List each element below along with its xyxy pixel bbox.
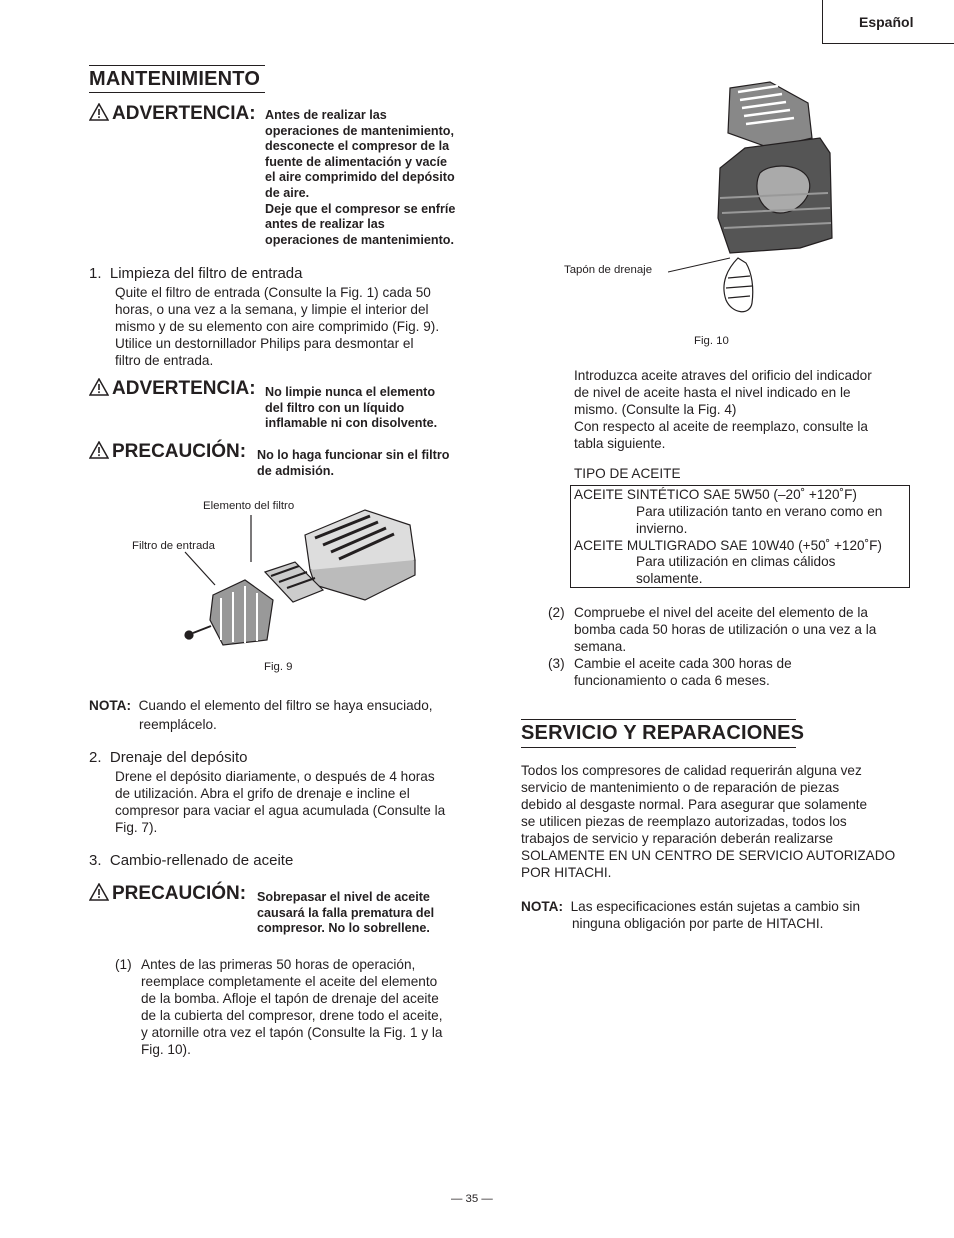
heading-rule — [89, 92, 265, 93]
warning-2-text: No limpie nunca el elemento del filtro con un líquido inflamable ni con disolvente. — [265, 385, 438, 431]
fig9-label-filter: Filtro de entrada — [132, 540, 215, 552]
heading-rule — [521, 747, 796, 748]
fig9-label-element: Elemento del filtro — [203, 500, 295, 512]
oil-table-heading: TIPO DE ACEITE — [574, 466, 681, 481]
fig10-compressor-illustration — [690, 78, 840, 328]
oil-type-1: ACEITE SINTÉTICO SAE 5W50 (–20˚ +120˚F) — [574, 487, 857, 502]
sub-2-text: Compruebe el nivel del aceite del elemento de la bomba cada 50 horas de utilización o una vez a la semana. — [574, 605, 877, 654]
warning-1-text: Antes de realizar las operaciones de mantenimiento, desconecte el compresor de la fuente de alimentación y vacíe el aire comprimido del depósito de aire. Deje que el compresor se enfríe antes de realizar las operaciones de mantenimiento. — [265, 108, 456, 247]
sub-3-num: (3) — [548, 656, 565, 671]
fig9-filter-illustration — [175, 490, 425, 650]
item-3-heading: 3. Cambio-rellenado de aceite — [89, 852, 294, 869]
note-1-cont: reemplácelo. — [139, 717, 217, 732]
language-tab — [822, 0, 954, 44]
heading-rule — [521, 719, 796, 720]
oil-intro-text: Introduzca aceite atraves del orificio del indicador de nivel de aceite hasta el nivel indicado en le mismo. (Consulte la Fig. 4) Con respecto al aceite de reemplazo, consulte la tabla siguiente. — [574, 368, 872, 451]
fig10-leader-line — [668, 256, 738, 280]
caution-2-text: Sobrepasar el nivel de aceite causará la falla prematura del compresor. No lo sobrellene. — [257, 890, 435, 936]
heading-rule — [89, 65, 265, 66]
language-label: Español — [859, 14, 914, 30]
note-2: NOTA: Las especificaciones están sujetas a cambio sin — [521, 899, 860, 914]
oil-use-2: Para utilización en climas cálidos solamente. — [636, 554, 836, 586]
fig10-label-drain: Tapón de drenaje — [564, 264, 653, 276]
maintenance-heading: MANTENIMIENTO — [89, 68, 261, 90]
service-text: Todos los compresores de calidad requerirán alguna vez servicio de mantenimiento o de reparación de piezas debido al desgaste normal. Para asegurar que solamente se utilicen piezas de reemplazo autorizadas, todos los trabajos de servicio y reparación deberán realizarse SOLAMENTE EN UN CENTRO DE SERVICIO AUTORIZADO POR HITACHI. — [521, 763, 896, 880]
warning-triangle-icon — [89, 103, 109, 121]
caution-1-label: PRECAUCIÓN: — [89, 441, 246, 463]
warning-1-label: ADVERTENCIA: — [89, 103, 256, 125]
note-1: NOTA: Cuando el elemento del filtro se haya ensuciado, — [89, 698, 433, 713]
oil-type-2: ACEITE MULTIGRADO SAE 10W40 (+50˚ +120˚F) — [574, 538, 882, 553]
item-1-heading: 1. Limpieza del filtro de entrada — [89, 265, 303, 282]
fig9-caption: Fig. 9 — [264, 661, 293, 673]
fig10-caption: Fig. 10 — [694, 335, 729, 347]
sub-3-text: Cambie el aceite cada 300 horas de funcionamiento o cada 6 meses. — [574, 656, 792, 688]
caution-2-label: PRECAUCIÓN: — [89, 883, 246, 905]
note-2-cont: ninguna obligación por parte de HITACHI. — [572, 916, 824, 931]
sub-1-num: (1) — [115, 957, 132, 972]
page-number: — 35 — — [451, 1193, 493, 1205]
sub-2-num: (2) — [548, 605, 565, 620]
warning-triangle-icon — [89, 378, 109, 396]
warning-triangle-icon — [89, 441, 109, 459]
item-2-text: Drene el depósito diariamente, o después de 4 horas de utilización. Abra el grifo de drenaje e incline el compresor para vaciar el agua acumulada (Consulte la Fig. 7). — [115, 769, 446, 835]
service-heading: SERVICIO Y REPARACIONES — [521, 722, 805, 744]
oil-use-1: Para utilización tanto en verano como en invierno. — [636, 504, 883, 536]
warning-triangle-icon — [89, 883, 109, 901]
sub-1-text: Antes de las primeras 50 horas de operación, reemplace completamente el aceite del elemento de la bomba. Afloje el tapón de drenaje del aceite de la cubierta del compresor, drene todo el aceite, y atornille otra vez el tapón (Consulte la Fig. 1 y la Fig. 10). — [141, 957, 443, 1057]
caution-1-text: No lo haga funcionar sin el filtro de admisión. — [257, 448, 450, 478]
item-2-heading: 2. Drenaje del depósito — [89, 749, 248, 766]
item-1-text: Quite el filtro de entrada (Consulte la Fig. 1) cada 50 horas, o una vez a la semana, y limpie el interior del mismo y de su elemento con aire comprimido (Fig. 9). Utilice un destornillador Philips para desmontar el filtro de entrada. — [115, 285, 440, 368]
warning-2-label: ADVERTENCIA: — [89, 378, 256, 400]
